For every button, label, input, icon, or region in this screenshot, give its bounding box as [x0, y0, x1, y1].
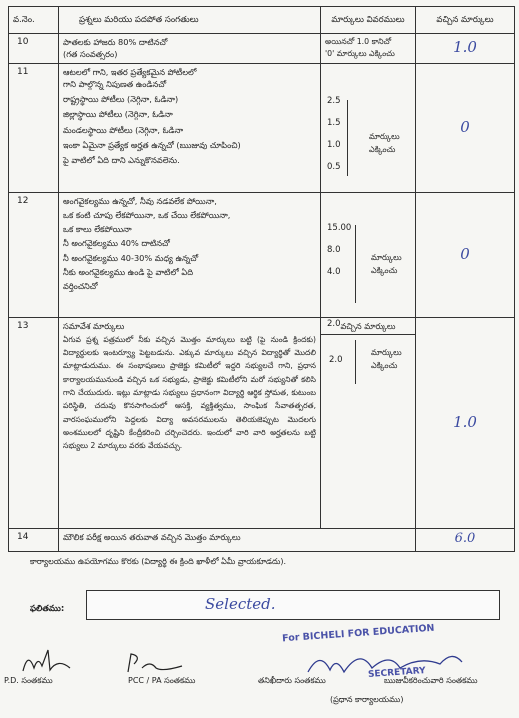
obtained-mark: 1.0	[453, 38, 477, 56]
question-line: వర్తించనిచో	[63, 281, 98, 292]
question-line: అంగవైకల్యము ఉన్నచో, నీవు నడవలేక పోయినా,	[63, 195, 217, 206]
marks-detail-line: అయినచో 1.0 కానిచో	[325, 37, 392, 46]
question-line: ఆటలలో గాని, ఇతర ప్రత్యేకమైన పోటీలలో	[63, 66, 197, 77]
curly-brace	[355, 225, 364, 303]
section-title: సమావేశ మార్కులు	[63, 320, 125, 331]
question-cell	[59, 192, 321, 317]
question-line: నీకు అంగవైకల్యము ఉండి పై వాటిలో ఏది	[63, 267, 193, 278]
marks-option: 2.0	[329, 354, 343, 365]
marks-label: ఎక్కించు	[371, 266, 398, 276]
row-number: 12	[9, 192, 59, 317]
question-line: (గత సంవత్సరం)	[63, 49, 118, 60]
obtained-cell	[416, 192, 515, 317]
obtained-cell	[416, 317, 515, 528]
question-line: పాతలకు హాజరు 80% దాటినచో	[63, 37, 168, 47]
result-box	[86, 590, 500, 620]
marks-option: 8.0	[327, 244, 341, 255]
marks-detail-cell	[321, 317, 416, 528]
question-line: ఒక కాలు లేకపోయినా	[63, 224, 132, 235]
question-cell	[59, 34, 321, 64]
row-number: 10	[9, 34, 59, 64]
marks-label: మార్కులు	[369, 131, 400, 141]
marks-option: 2.5	[327, 95, 341, 106]
table-row	[9, 63, 515, 192]
obtained-mark: 1.0	[453, 413, 477, 432]
question-cell	[59, 317, 321, 528]
obtained-mark: 0	[460, 245, 470, 264]
result-value: Selected.	[205, 595, 276, 613]
table-header-row	[9, 7, 515, 34]
obtained-cell	[416, 34, 515, 64]
marks-option: 15.00	[327, 222, 352, 233]
marks-label: ఎక్కించు	[371, 361, 398, 371]
marks-option: 1.0	[327, 139, 341, 150]
obtained-cell	[416, 63, 515, 192]
pcc-signature-label: PCC / PA సంతకము	[128, 676, 196, 685]
hq-label: (ప్రధాన కార్యాలయము)	[330, 695, 404, 704]
marks-label: మార్కులు	[371, 252, 402, 262]
org-stamp-title: SECRETARY	[367, 666, 426, 680]
marks-subheader: వచ్చిన మార్కులు	[321, 318, 415, 335]
pd-signature-label: P.D. సంతకము	[4, 676, 53, 685]
marks-detail-line: '0' మార్కులు ఎక్కించు	[325, 48, 395, 58]
question-line: నీ అంగవైకల్యము 40-30% మధ్య ఉన్నచో	[63, 252, 199, 263]
interview-paragraph: ఏగువ ప్రశ్న పత్రములో నీకు వచ్చిన మొత్తం మార్కులు బట్టి (పై నుండి క్రిందకు) విద్యార్థులకు ఇంటర్వ్యూ పెట్టబడును. ఎక్కువ మార్కులు వచ్చిన విద్యార్థితో మొదలి మాట్లాడుదుము. ఈ సంభాషణలు ప్రాజెక్టు కమిటీలో ఇద్దరి సభ్యులచే గాని, ప్రధాన కార్యాలయమునుండి వచ్చిన ఒక సభ్యుడు, ప్రాజెక్టు కమిటీలోని మరో సభ్యునితో కలిసి గాని చేయుదురు. ఇట్లు మాట్లాడు సభ్యులు ప్రధానంగా విద్యార్థి ఆర్థిక స్తోమత, కుటుంబ పరిస్థితి, చదువు కొనసాగించులో ఆసక్తి, వ్యక్తిత్వము, సాంఘిక సేవాతత్పరత, వారసంఘములోని పెద్దలకు విద్యా అవసరములను తెలియజెప్పుట మొదలగు అంశములలో దృష్టిని కేంద్రీకరించి చర్చించెదరు. ఇందులో వారి వారి అర్హతలను బట్టి సభ్యులు 2 మార్కులు వరకు వేయవచ్చు.	[63, 334, 316, 451]
header-marks-details: మార్కులు వివరములు	[321, 7, 416, 34]
header-serial: వ.నెం.	[9, 7, 59, 34]
org-stamp: For BICHELI FOR EDUCATION	[281, 622, 435, 645]
curly-brace	[347, 100, 358, 176]
curly-brace	[355, 340, 364, 384]
total-mark: 6.0	[454, 530, 476, 546]
table-row	[9, 34, 515, 64]
pcc-signature	[122, 650, 192, 676]
table-row	[9, 528, 515, 551]
question-line: మండలస్థాయి పోటీలు (నెగ్గినా, ఓడినా	[63, 124, 184, 135]
marks-detail-cell	[321, 63, 416, 192]
pd-signature	[18, 646, 78, 676]
approver-signature-label: ఋజువీకరించువారి సంతకము	[384, 676, 478, 685]
question-line: పై వాటిలో ఏది దాని ఎన్నుకొనవలెను.	[63, 155, 180, 166]
row-number: 11	[9, 63, 59, 192]
table-row	[9, 192, 515, 317]
marks-option: 0.5	[327, 161, 341, 172]
question-line: జిల్లాస్థాయి పోటీలు (నెగ్గినా, ఓడినా	[63, 109, 173, 120]
question-line: ఒక కంటి చూపు లేకపోయినా, ఒక చేయి లేకపోయినా,	[63, 209, 231, 220]
marks-table	[8, 6, 515, 552]
row-number: 14	[9, 528, 59, 551]
table-row	[9, 317, 515, 528]
result-label: ఫలితము:	[30, 604, 65, 614]
question-line: రాష్ట్రస్థాయి పోటీలు (నెగ్గినా, ఓడినా)	[63, 94, 179, 105]
office-use-note: కార్యాలయము ఉపయోగము కొరకు (విద్యార్థి ఈ క్రింది ఖాళీలో ఏమీ వ్రాయకూడదు).	[30, 557, 287, 566]
marks-option: 1.5	[327, 117, 341, 128]
marks-label: ఎక్కించు	[369, 145, 396, 155]
question-line: ఇంకా ఏమైనా ప్రత్యేక అర్హత ఉన్నచో (ఋజువు చూపించి)	[63, 140, 241, 151]
inspector-signature-label: తనిఖీదారు సంతకము	[258, 676, 326, 685]
question-cell	[59, 63, 321, 192]
obtained-mark: 0	[460, 118, 470, 137]
marks-label: మార్కులు	[371, 347, 402, 357]
marks-option: 2.0	[327, 318, 341, 329]
obtained-cell	[416, 528, 515, 551]
question-line: గాని పాల్గొన్న నిపుణత ఉండినచో	[63, 78, 167, 89]
total-label-cell: మౌలిక పరీక్ష అయిన తరువాత వచ్చిన మొత్తం మార్కులు	[59, 528, 416, 551]
header-marks-obtained: వచ్చిన మార్కులు	[416, 7, 515, 34]
marks-option: 4.0	[327, 266, 341, 277]
header-questions: ప్రశ్నలు మరియు పదపోత సంగతులు	[59, 7, 321, 34]
question-line: నీ అంగవైకల్యము 40% దాటినచో	[63, 238, 170, 249]
row-number: 13	[9, 317, 59, 528]
marks-detail-cell	[321, 34, 416, 64]
